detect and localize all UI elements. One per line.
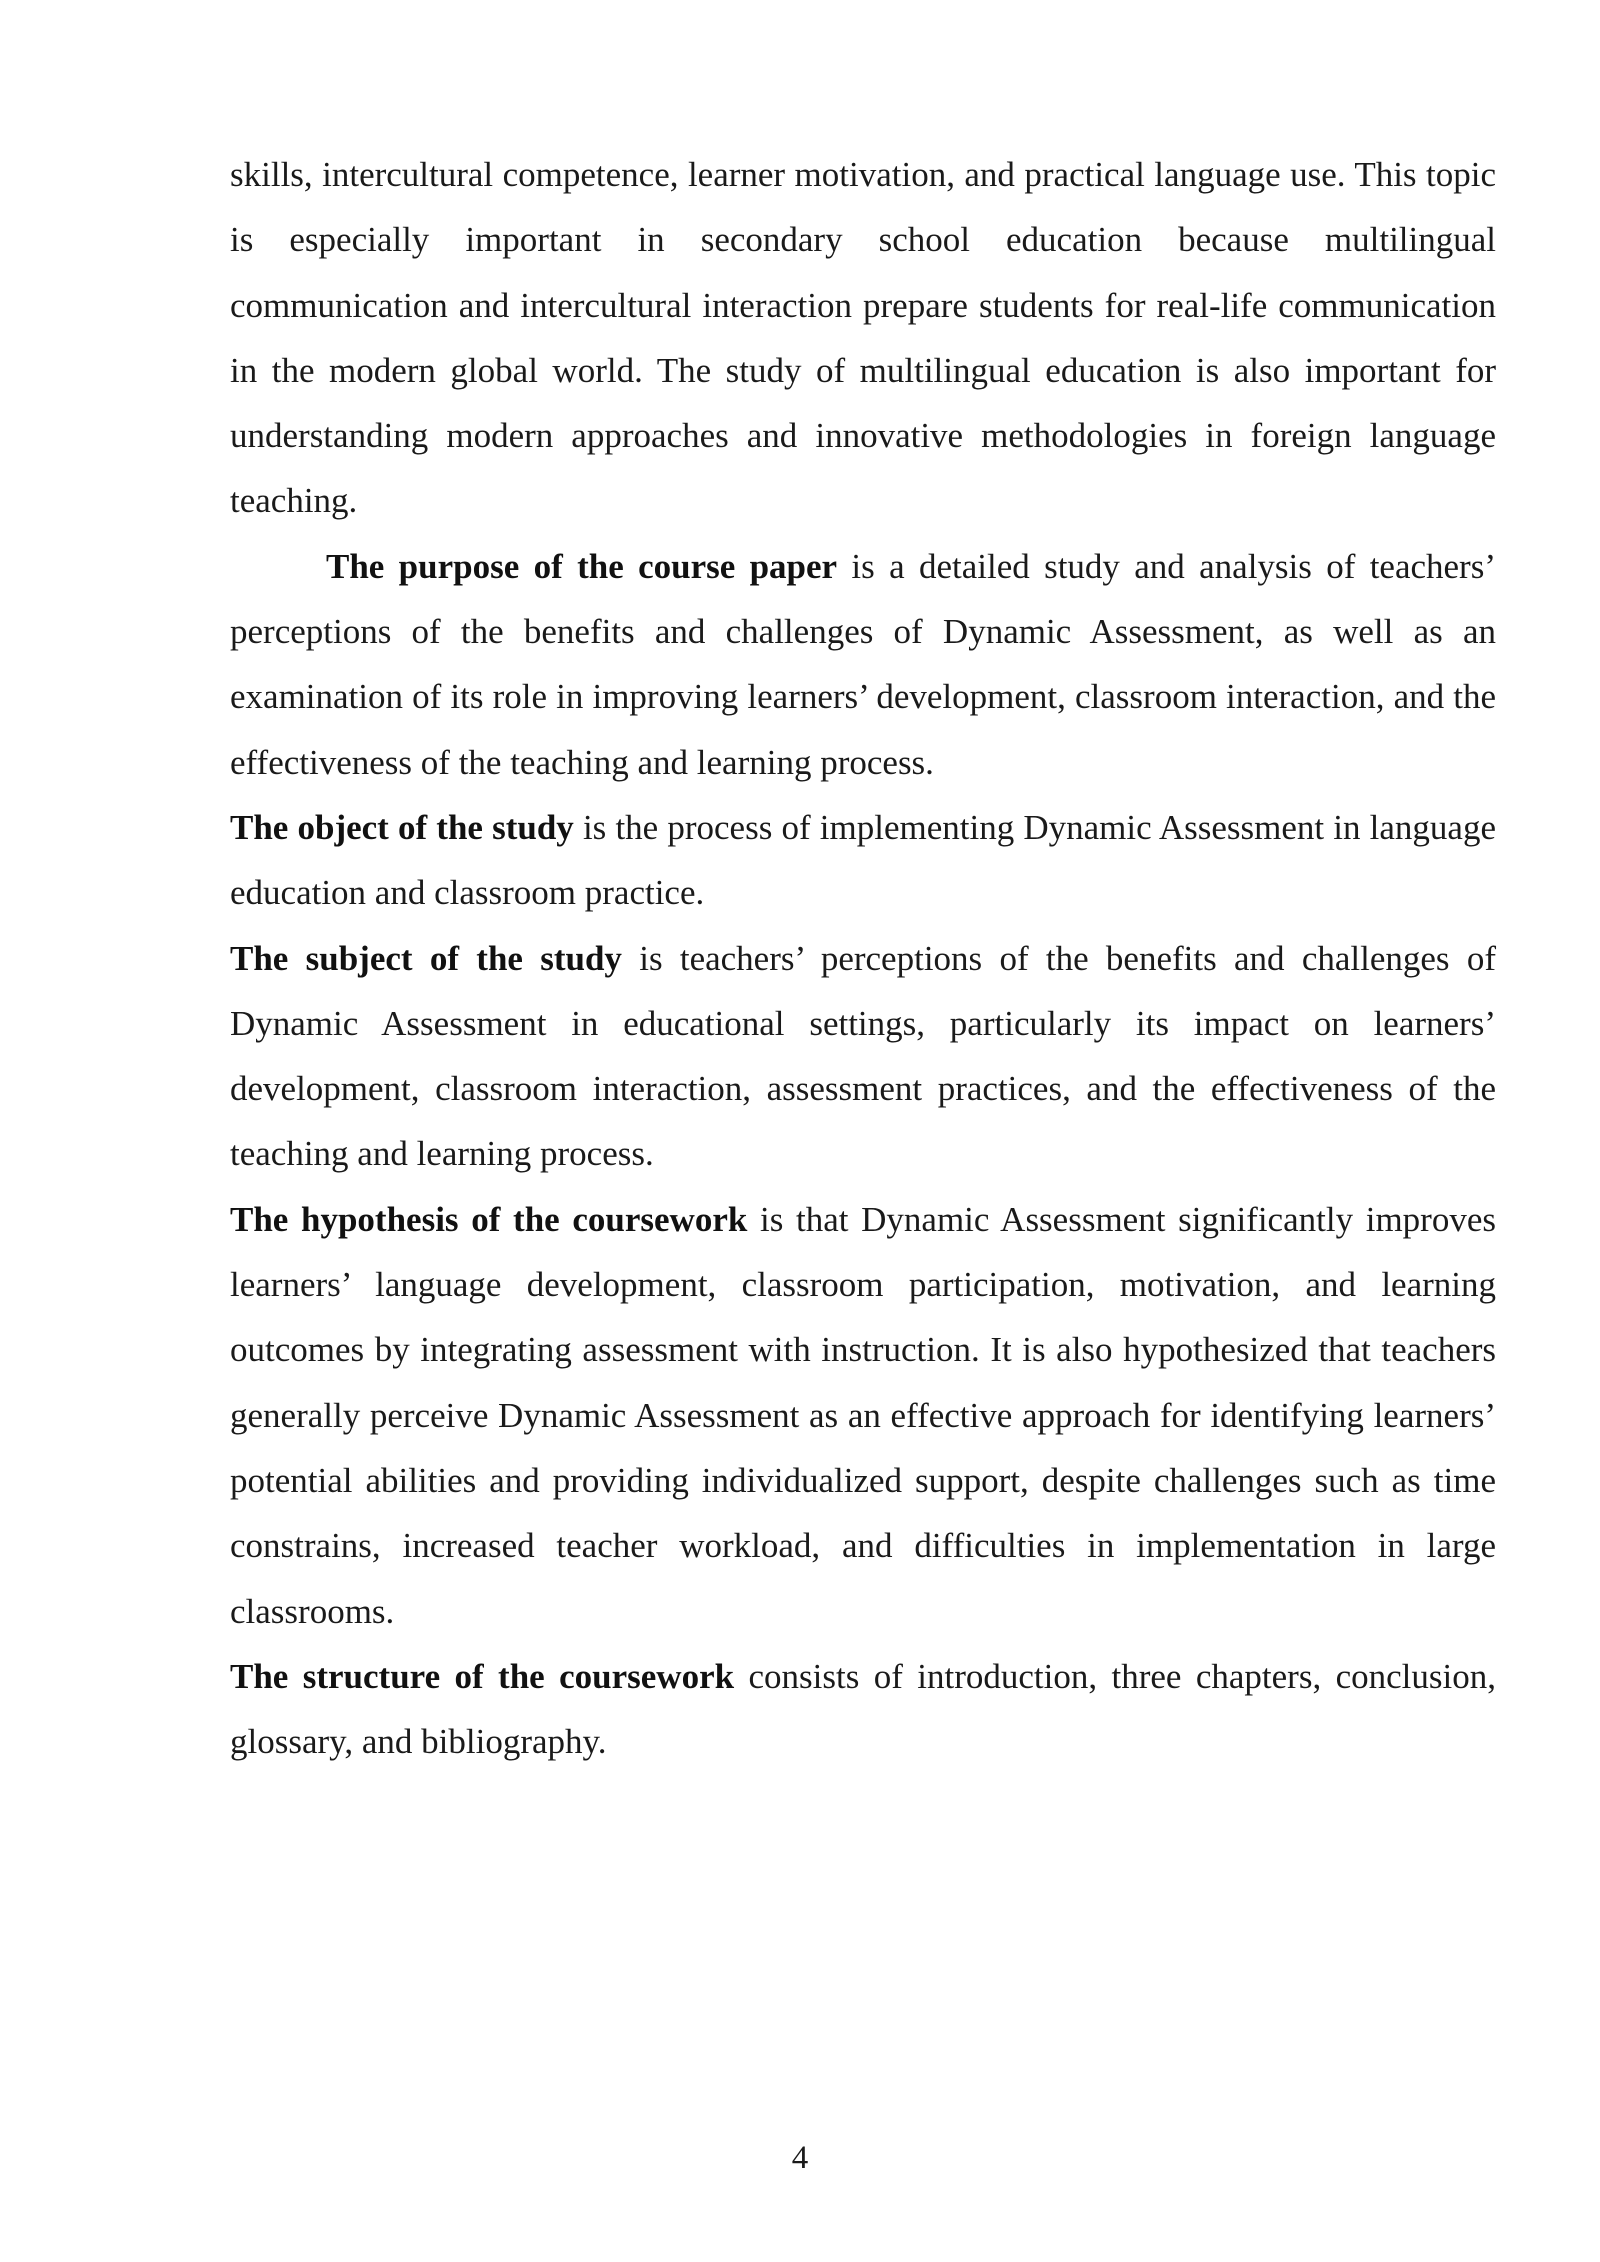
- purpose-label: The purpose of the course paper: [326, 546, 838, 586]
- paragraph-continuation: [230, 142, 1496, 534]
- body-text: [230, 142, 1496, 1774]
- subject-label: The subject of the study: [230, 938, 622, 978]
- structure-label: The structure of the coursework: [230, 1656, 735, 1696]
- page-number: 4: [791, 2140, 809, 2176]
- object-text: is the process of implementing Dynamic Assessment in language education and classroom practice.: [230, 807, 1496, 913]
- hypothesis-label: The hypothesis of the coursework: [230, 1199, 748, 1239]
- paragraph-subject: [230, 926, 1496, 1187]
- paragraph-structure: [230, 1644, 1496, 1775]
- purpose-text: is a detailed study and analysis of teachers’ perceptions of the benefits and challenges of Dynamic Assessment, as well as an examination of its role in improving learners’ development, classroom interaction, and the effectiveness of the teaching and learning process.: [230, 546, 1496, 782]
- subject-text: is teachers’ perceptions of the benefits and challenges of Dynamic Assessment in educational settings, particularly its impact on learners’ development, classroom interaction, assessment practices, and the effectiveness of the teaching and learning process.: [230, 938, 1496, 1174]
- structure-text: consists of introduction, three chapters, conclusion, glossary, and bibliography.: [230, 1656, 1496, 1762]
- hypothesis-text: is that Dynamic Assessment significantly improves learners’ language development, classroom participation, motivation, and learning outcomes by integrating assessment with instruction. It is also hypothesized that teachers generally perceive Dynamic Assessment as an effective approach for identifying learners’ potential abilities and providing individualized support, despite challenges such as time constrains, increased teacher workload, and difficulties in implementation in large classrooms.: [230, 1199, 1496, 1631]
- paragraph-purpose: [230, 534, 1496, 795]
- paragraph-continuation-text: skills, intercultural competence, learner motivation, and practical language use. This topic is especially important in secondary school education because multilingual communication and intercultural interaction prepare students for real-life communication in the modern global world. The study of multilingual education is also important for understanding modern approaches and innovative methodologies in foreign language teaching.: [230, 155, 1496, 521]
- paragraph-object: [230, 795, 1496, 926]
- paragraph-hypothesis: [230, 1187, 1496, 1644]
- object-label: The object of the study: [230, 807, 574, 847]
